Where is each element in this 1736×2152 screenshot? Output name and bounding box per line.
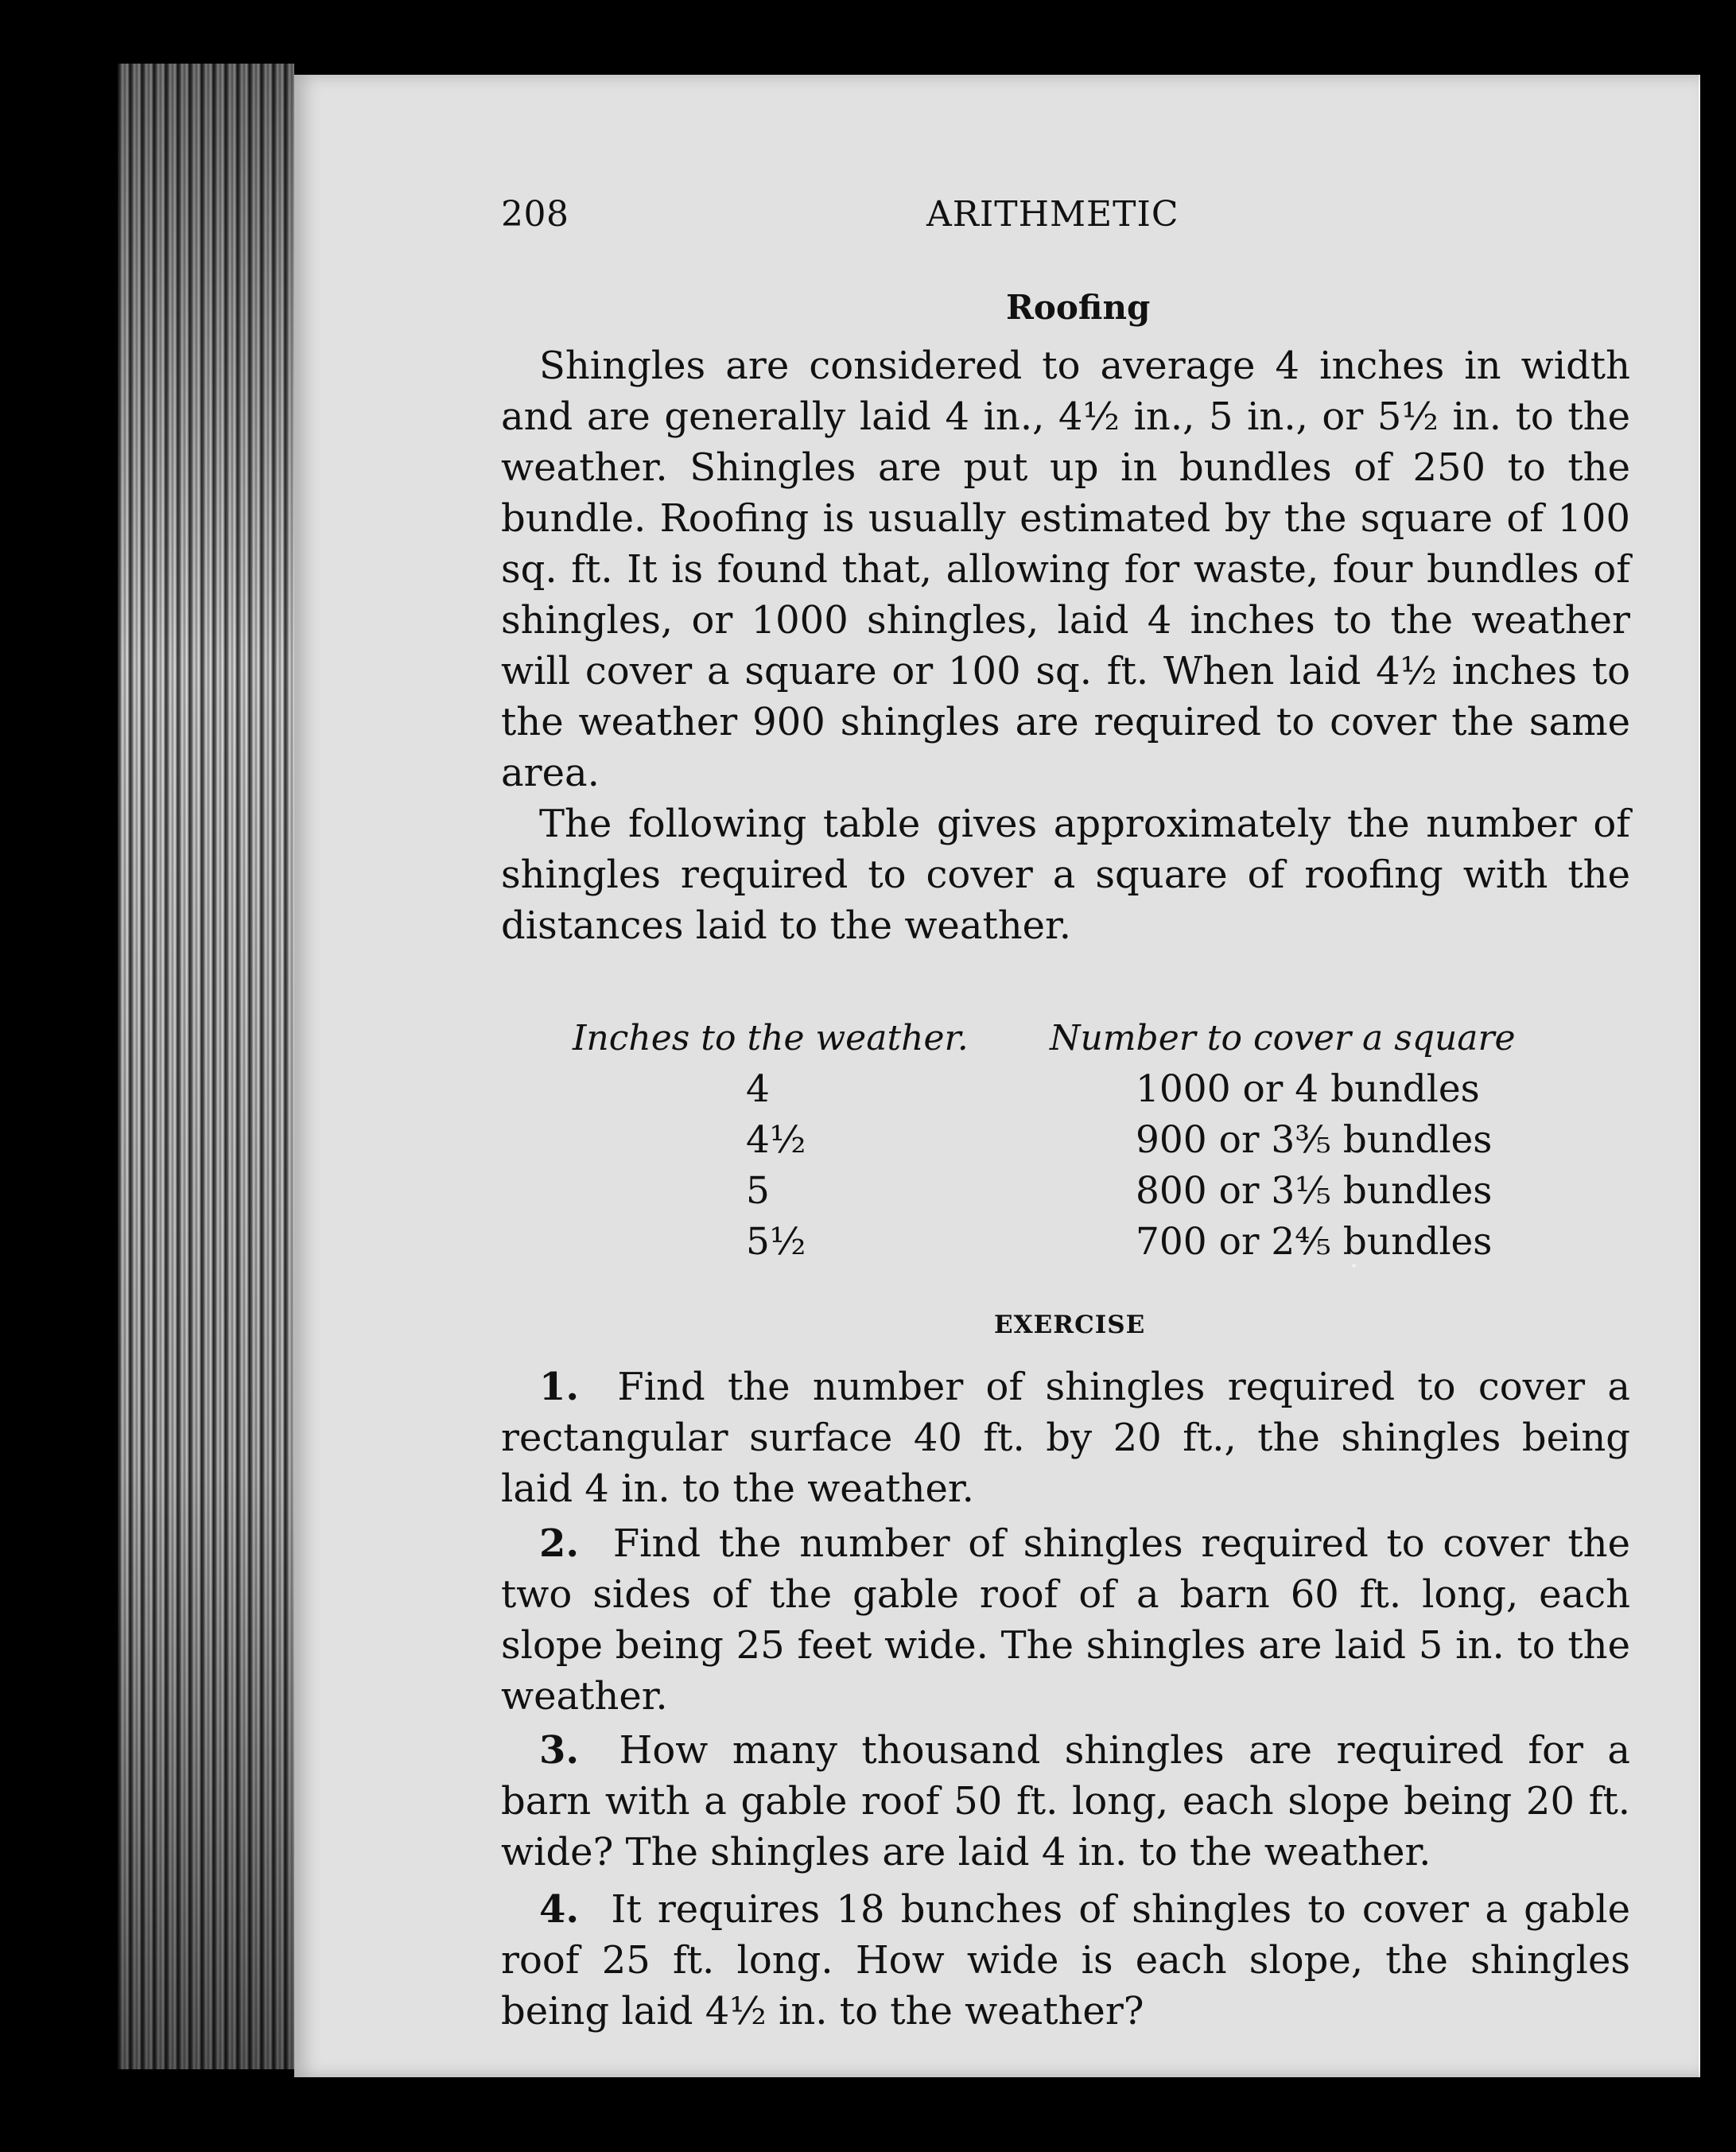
exercise-text (501, 1725, 1630, 1878)
page-header (294, 194, 1700, 258)
roofing-paragraph-1 (501, 340, 1630, 798)
book-page (294, 75, 1700, 2077)
paragraph-text: Shingles are considered to average 4 inches in width and are generally laid 4 in., 4½ in., 5 in., or 5½ in. to the weather. Shingles are put up in bundles of 250 to the bundle. Roofing is usually estimated by the square of 100 sq. ft. It is found that, allowing for waste, four bundles of shingles, or 1000 shingles, laid 4 inches to the weather will cover a square or 100 sq. ft. When laid 4½ inches to the weather 900 shingles are required to cover the same area. (501, 344, 1630, 795)
book-page-edges (118, 64, 294, 2069)
exercise-number: 2. (539, 1521, 580, 1566)
table-row-4-inches: 5½ (746, 1220, 806, 1264)
table-row-3-inches: 5 (746, 1169, 770, 1213)
exercise-number: 4. (539, 1887, 580, 1932)
exercise-item-3 (501, 1725, 1630, 1878)
table-header-inches: Inches to the weather. (573, 1018, 969, 1059)
exercise-text (501, 1884, 1630, 2037)
exercise-text (501, 1518, 1630, 1722)
exercise-body: Find the number of shingles required to cover the two sides of the gable roof of a barn 60 ft. long, each slope being 25 feet wide. The shingles are laid 5 in. to the weather. (501, 1521, 1631, 1719)
exercise-text (501, 1362, 1630, 1514)
table-row-2-inches: 4½ (746, 1118, 806, 1162)
exercise-item-1 (501, 1362, 1630, 1514)
shingle-table (573, 1013, 1630, 1276)
table-row-4-number: 700 or 2⅘ bundles (1136, 1220, 1493, 1264)
exercise-item-4 (501, 1884, 1630, 2037)
exercise-title: EXERCISE (994, 1311, 1146, 1339)
exercise-body: Find the number of shingles required to cover a rectangular surface 40 ft. by 20 ft., the shingles being laid 4 in. to the weather. (501, 1365, 1630, 1511)
exercise-body: It requires 18 bunches of shingles to cover a gable roof 25 ft. long. How wide is each slope, the shingles being laid 4½ in. to the weather? (501, 1887, 1631, 2034)
exercise-number: 3. (539, 1728, 580, 1773)
roofing-paragraph-2 (501, 798, 1630, 951)
table-header-number: Number to cover a square (1050, 1018, 1516, 1059)
exercise-number: 1. (539, 1365, 580, 1409)
table-row-3-number: 800 or 3⅕ bundles (1136, 1169, 1493, 1213)
exercise-item-2 (501, 1518, 1630, 1722)
table-row-1-inches: 4 (746, 1067, 770, 1111)
exercise-body: How many thousand shingles are required for a barn with a gable roof 50 ft. long, each slope being 20 ft. wide? The shingles are laid 4 in. to the weather. (501, 1728, 1631, 1874)
page-number: 208 (501, 194, 569, 235)
paragraph-text: The following table gives approximately the number of shingles required to cover a square of roofing with the distances laid to the weather. (501, 802, 1630, 948)
table-row-1-number: 1000 or 4 bundles (1136, 1067, 1480, 1111)
section-title: Roofing (1006, 288, 1151, 327)
running-title: ARITHMETIC (926, 194, 1179, 235)
table-row-2-number: 900 or 3⅗ bundles (1136, 1118, 1493, 1162)
